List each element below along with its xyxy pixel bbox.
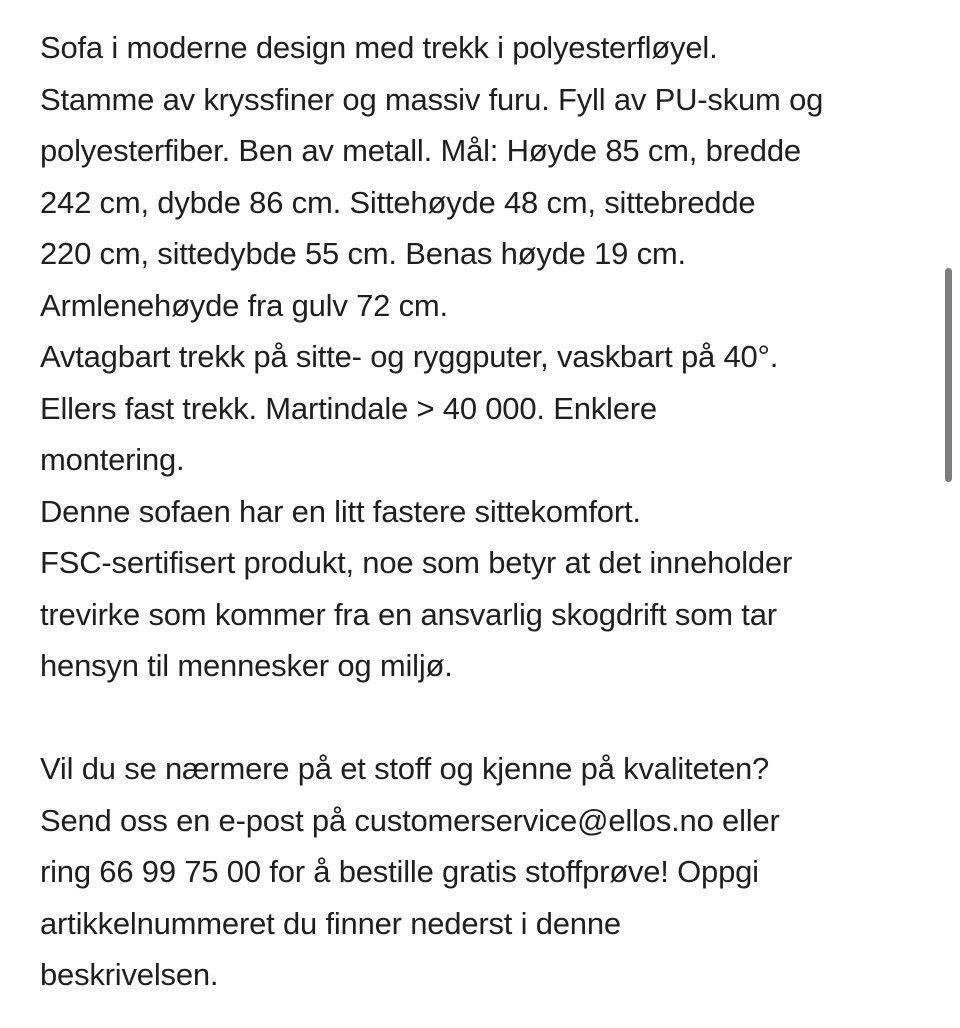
description-line: Ellers fast trekk. Martindale > 40 000. Enklere (40, 390, 657, 426)
description-line: Armlenehøyde fra gulv 72 cm. (40, 287, 448, 323)
description-line: 242 cm, dybde 86 cm. Sittehøyde 48 cm, sittebredde (40, 184, 756, 220)
description-line: Sofa i moderne design med trekk i polyesterfløyel. (40, 30, 718, 65)
description-line: montering. (40, 442, 185, 477)
product-description (40, 22, 940, 1001)
description-paragraph-details (40, 22, 940, 692)
description-line: beskrivelsen. (40, 957, 219, 992)
paragraph-spacer (40, 692, 940, 744)
description-paragraph-fabric-sample (40, 743, 940, 1001)
description-line: artikkelnummeret du finner nederst i denne (40, 905, 621, 941)
description-line: trevirke som kommer fra en ansvarlig skogdrift som tar (40, 596, 777, 632)
description-line: Vil du se nærmere på et stoff og kjenne på kvaliteten? (40, 751, 770, 786)
description-line: ring 66 99 75 00 for å bestille gratis stoffprøve! Oppgi (40, 854, 759, 889)
description-line: hensyn til mennesker og miljø. (40, 648, 453, 683)
description-line: Send oss en e-post på customerservice@ellos.no eller (40, 802, 780, 838)
description-line: Stamme av kryssfiner og massiv furu. Fyll av PU-skum og (40, 81, 824, 117)
description-line: FSC-sertifisert produkt, noe som betyr at det inneholder (40, 545, 793, 580)
description-line: polyesterfiber. Ben av metall. Mål: Høyde 85 cm, bredde (40, 133, 801, 168)
description-line: Denne sofaen har en litt fastere sittekomfort. (40, 493, 641, 529)
description-line: 220 cm, sittedybde 55 cm. Benas høyde 19 cm. (40, 236, 686, 271)
vertical-scrollbar-thumb[interactable] (945, 268, 952, 482)
description-line: Avtagbart trekk på sitte- og ryggputer, vaskbart på 40°. (40, 339, 779, 374)
